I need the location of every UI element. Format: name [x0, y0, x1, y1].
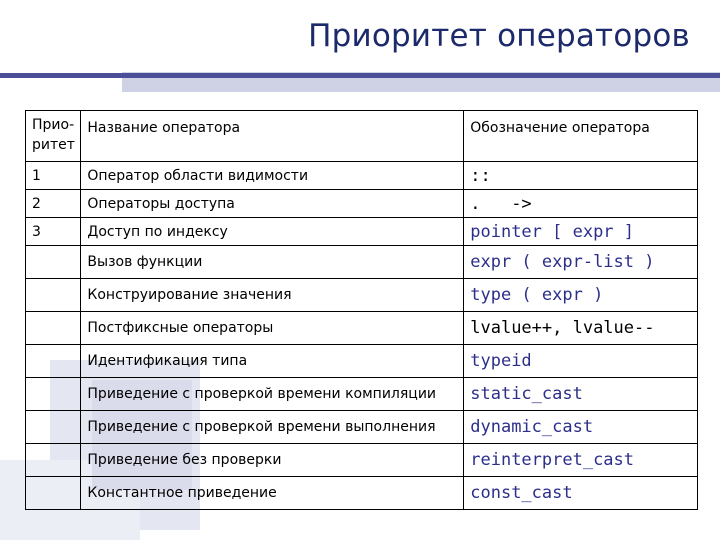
- operator-symbol-cell: . ->: [464, 190, 698, 218]
- operator-name-cell: Постфиксные операторы: [81, 312, 464, 345]
- priority-cell: [26, 345, 81, 378]
- priority-cell: [26, 312, 81, 345]
- slide-title: Приоритет операторов: [308, 18, 690, 54]
- table-row: [26, 218, 698, 246]
- title-underline-bar: [0, 73, 720, 78]
- operator-symbol-cell: reinterpret_cast: [464, 444, 698, 477]
- operator-name-cell: Вызов функции: [81, 246, 464, 279]
- priority-cell: [26, 279, 81, 312]
- operator-symbol-cell: type ( expr ): [464, 279, 698, 312]
- operator-symbol-cell: expr ( expr-list ): [464, 246, 698, 279]
- operator-name-cell: Идентификация типа: [81, 345, 464, 378]
- operator-name-cell: Операторы доступа: [81, 190, 464, 218]
- table-row: [26, 162, 698, 190]
- header-priority: Прио- ритет: [26, 111, 81, 162]
- operator-symbol-cell: const_cast: [464, 477, 698, 510]
- priority-cell: 2: [26, 190, 81, 218]
- operator-name-cell: Приведение с проверкой времени компиляции: [81, 378, 464, 411]
- operator-symbol-cell: pointer [ expr ]: [464, 218, 698, 246]
- priority-cell: [26, 378, 81, 411]
- priority-cell: 3: [26, 218, 81, 246]
- operator-symbol-cell: dynamic_cast: [464, 411, 698, 444]
- priority-cell: [26, 477, 81, 510]
- table-row: [26, 477, 698, 510]
- priority-cell: [26, 411, 81, 444]
- table-row: [26, 279, 698, 312]
- header-symbol: Обозначение оператора: [464, 111, 698, 162]
- operator-name-cell: Приведение без проверки: [81, 444, 464, 477]
- table-row: [26, 345, 698, 378]
- priority-cell: 1: [26, 162, 81, 190]
- table-header-row: [26, 111, 698, 162]
- operator-name-cell: Оператор области видимости: [81, 162, 464, 190]
- table-row: [26, 190, 698, 218]
- header-name: Название оператора: [81, 111, 464, 162]
- operator-name-cell: Доступ по индексу: [81, 218, 464, 246]
- table-row: [26, 444, 698, 477]
- operator-symbol-cell: lvalue++, lvalue--: [464, 312, 698, 345]
- operator-name-cell: Приведение с проверкой времени выполнения: [81, 411, 464, 444]
- operator-name-cell: Константное приведение: [81, 477, 464, 510]
- table-row: [26, 411, 698, 444]
- priority-cell: [26, 444, 81, 477]
- operator-symbol-cell: static_cast: [464, 378, 698, 411]
- table-row: [26, 378, 698, 411]
- operator-priority-table: [25, 110, 698, 510]
- operator-symbol-cell: ::: [464, 162, 698, 190]
- table-row: [26, 312, 698, 345]
- operator-symbol-cell: typeid: [464, 345, 698, 378]
- table-row: [26, 246, 698, 279]
- operator-name-cell: Конструирование значения: [81, 279, 464, 312]
- priority-cell: [26, 246, 81, 279]
